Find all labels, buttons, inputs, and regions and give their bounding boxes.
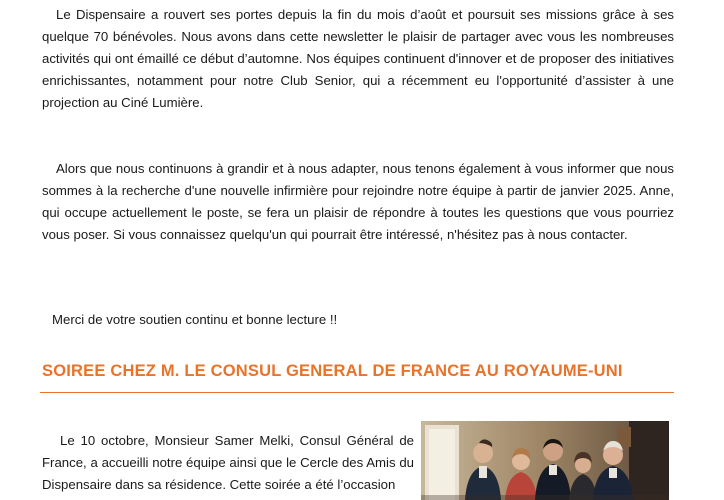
intro-paragraph-1: Le Dispensaire a rouvert ses portes depuis la fin du mois d’août et poursuit ses missions grâce à ses quelque 70 bénévoles. Nous avons dans cette newsletter le plaisir de partager avec vous les nombreuses activités qui ont émaillé ce début d’automne. Nos équipes continuent d'innover et de proposer des initiatives enrichissantes, notamment pour notre Club Senior, qui a récemment eu l'opportunité d’assister à une projection au Ciné Lumière. (42, 7, 674, 110)
section-title: SOIREE CHEZ M. LE CONSUL GENERAL DE FRANCE AU ROYAUME-UNI (42, 362, 623, 380)
event-photo (421, 421, 669, 500)
section-divider (40, 392, 674, 393)
intro-closing-line: Merci de votre soutien continu et bonne lecture !! (52, 312, 338, 327)
intro-paragraph-2: Alors que nous continuons à grandir et à nous adapter, nous tenons également à vous informer que nous sommes à la recherche d'une nouvelle infirmière pour rejoindre notre équipe à partir de janvier 2025. Anne, qui occupe actuellement le poste, se fera un plaisir de répondre à toutes les questions que vous pourriez vous poser. Si vous connaissez quelqu'un qui pourrait être intéressé, n'hésitez pas à nous contacter. (42, 161, 674, 242)
article-paragraph: Le 10 octobre, Monsieur Samer Melki, Consul Général de France, a accueilli notre équipe ainsi que le Cercle des Amis du Dispensaire dans sa résidence. Cette soirée a été l’occasion (42, 433, 414, 492)
